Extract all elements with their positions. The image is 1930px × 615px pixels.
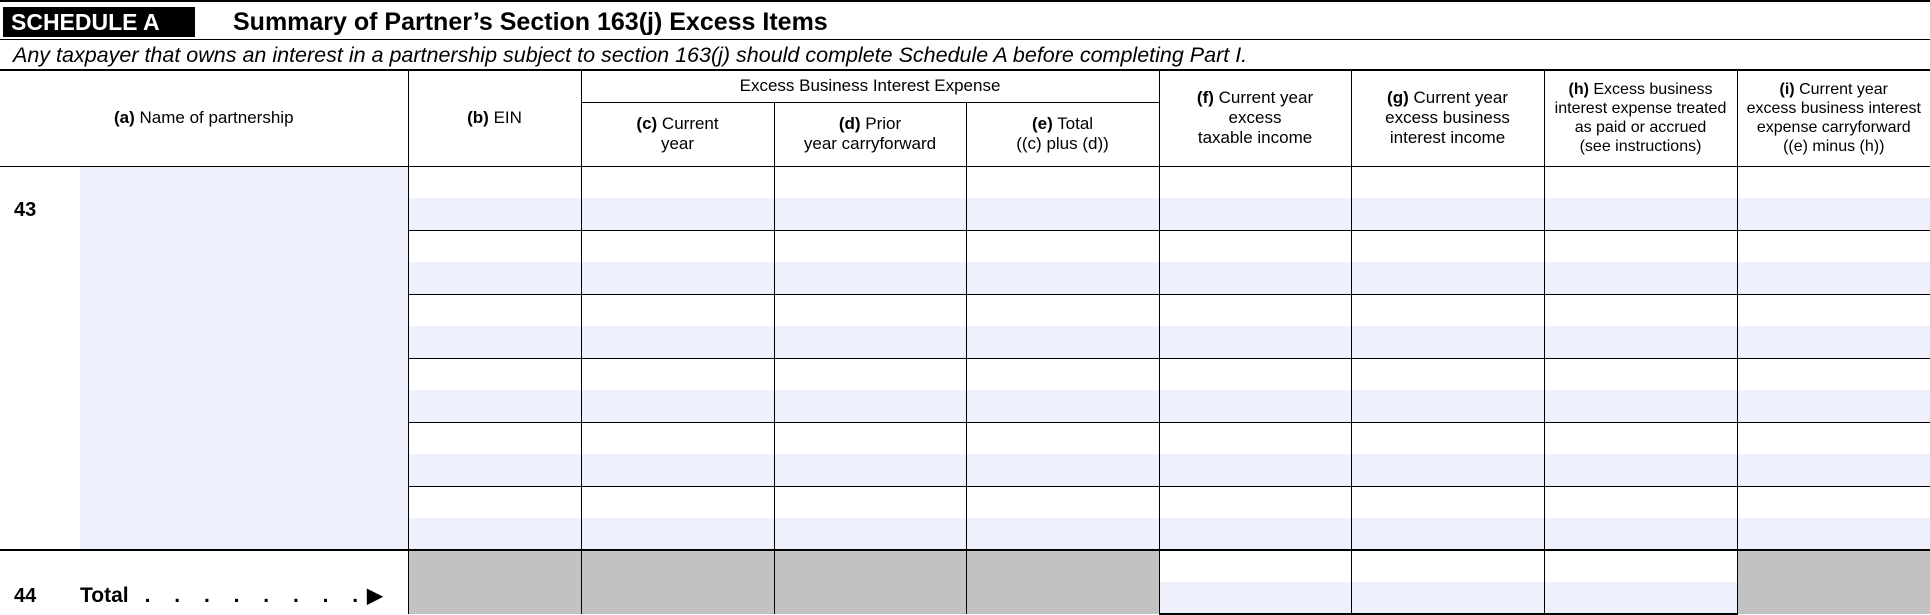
col-c-field[interactable]	[581, 486, 774, 518]
col-e-field[interactable]	[966, 166, 1159, 198]
col-e-header: (e) Total ((c) plus (d))	[966, 102, 1159, 166]
schedule-title: Summary of Partner’s Section 163(j) Excess Items	[233, 8, 828, 36]
ein-field[interactable]	[408, 422, 581, 454]
col-f-field[interactable]	[1159, 390, 1351, 422]
col-h-field[interactable]	[1544, 518, 1737, 550]
partnership-name-field[interactable]	[80, 486, 408, 550]
col-f-field[interactable]	[1159, 326, 1351, 358]
col-c-field[interactable]	[581, 422, 774, 454]
col-d-field[interactable]	[774, 358, 966, 390]
col-g-field[interactable]	[1351, 326, 1544, 358]
schedule-badge: SCHEDULE A	[3, 7, 195, 37]
col-e-field[interactable]	[966, 518, 1159, 550]
entry-row	[0, 166, 1930, 198]
col-d-field[interactable]	[774, 326, 966, 358]
col-g-field[interactable]	[1351, 486, 1544, 518]
col-h-field[interactable]	[1544, 358, 1737, 390]
col-d-field[interactable]	[774, 422, 966, 454]
col-d-field[interactable]	[774, 166, 966, 198]
total-c-shaded	[581, 550, 774, 614]
total-i-shaded	[1737, 550, 1930, 614]
total-b-shaded	[408, 550, 581, 614]
total-h-field[interactable]	[1544, 550, 1737, 582]
col-g-header: (g) Current year excess business interest income	[1351, 70, 1544, 166]
total-g-field[interactable]	[1351, 550, 1544, 582]
col-i-field[interactable]	[1737, 518, 1930, 550]
col-h-field[interactable]	[1544, 294, 1737, 326]
col-h-field[interactable]	[1544, 422, 1737, 454]
col-d-field[interactable]	[774, 198, 966, 230]
col-h-header: (h) Excess business interest expense treated as paid or accrued (see instructions)	[1544, 70, 1737, 166]
excess-interest-group-header: Excess Business Interest Expense	[581, 70, 1159, 102]
total-label: Total . . . . . . . .▶	[80, 550, 408, 614]
col-e-field[interactable]	[966, 198, 1159, 230]
col-g-field[interactable]	[1351, 390, 1544, 422]
partnership-name-field[interactable]	[80, 294, 408, 358]
entry-row	[0, 358, 1930, 390]
arrow-icon: ▶	[367, 585, 383, 607]
col-e-field[interactable]	[966, 230, 1159, 262]
col-c-field[interactable]	[581, 326, 774, 358]
col-e-field[interactable]	[966, 486, 1159, 518]
line-43-number: 43	[14, 198, 37, 221]
col-i-field[interactable]	[1737, 230, 1930, 262]
col-d-field[interactable]	[774, 230, 966, 262]
col-h-field[interactable]	[1544, 262, 1737, 294]
col-g-field[interactable]	[1351, 166, 1544, 198]
schedule-header	[0, 0, 1930, 40]
col-f-field[interactable]	[1159, 454, 1351, 486]
col-i-field[interactable]	[1737, 454, 1930, 486]
col-g-field[interactable]	[1351, 518, 1544, 550]
col-g-field[interactable]	[1351, 422, 1544, 454]
col-h-field[interactable]	[1544, 326, 1737, 358]
partnership-name-field[interactable]	[80, 166, 408, 230]
line-44-row-top	[0, 550, 1930, 582]
col-i-field[interactable]	[1737, 262, 1930, 294]
col-d-field[interactable]	[774, 454, 966, 486]
col-c-field[interactable]	[581, 294, 774, 326]
col-i-field[interactable]	[1737, 198, 1930, 230]
entry-row	[0, 230, 1930, 262]
col-d-field[interactable]	[774, 486, 966, 518]
col-i-field[interactable]	[1737, 422, 1930, 454]
col-c-field[interactable]	[581, 358, 774, 390]
total-h-field-2[interactable]	[1544, 582, 1737, 614]
col-c-header: (c) Current year	[581, 102, 774, 166]
ein-field[interactable]	[408, 230, 581, 262]
partnership-name-field[interactable]	[80, 358, 408, 422]
col-e-field[interactable]	[966, 326, 1159, 358]
col-c-field[interactable]	[581, 262, 774, 294]
ein-field[interactable]	[408, 454, 581, 486]
col-b-header: (b) EIN	[408, 70, 581, 166]
col-d-field[interactable]	[774, 294, 966, 326]
partnership-name-field[interactable]	[80, 422, 408, 486]
col-d-header: (d) Prior year carryforward	[774, 102, 966, 166]
total-g-field-2[interactable]	[1351, 582, 1544, 614]
total-d-shaded	[774, 550, 966, 614]
col-f-field[interactable]	[1159, 198, 1351, 230]
entry-row	[0, 294, 1930, 326]
col-g-field[interactable]	[1351, 358, 1544, 390]
col-f-header: (f) Current year excess taxable income	[1159, 70, 1351, 166]
schedule-a-table	[0, 69, 1930, 615]
total-f-field[interactable]	[1159, 550, 1351, 582]
total-e-shaded	[966, 550, 1159, 614]
col-f-field[interactable]	[1159, 422, 1351, 454]
col-i-field[interactable]	[1737, 390, 1930, 422]
col-f-field[interactable]	[1159, 518, 1351, 550]
schedule-instruction: Any taxpayer that owns an interest in a partnership subject to section 163(j) should complete Schedule A before completing Part I.	[13, 43, 1248, 67]
col-i-field[interactable]	[1737, 358, 1930, 390]
col-i-field[interactable]	[1737, 294, 1930, 326]
ein-field[interactable]	[408, 294, 581, 326]
col-c-field[interactable]	[581, 390, 774, 422]
col-h-field[interactable]	[1544, 230, 1737, 262]
line-44-number: 44	[0, 550, 80, 614]
ein-field[interactable]	[408, 518, 581, 550]
col-g-field[interactable]	[1351, 262, 1544, 294]
col-d-field[interactable]	[774, 262, 966, 294]
col-c-field[interactable]	[581, 518, 774, 550]
ein-field[interactable]	[408, 486, 581, 518]
entry-row	[0, 422, 1930, 454]
col-e-field[interactable]	[966, 422, 1159, 454]
col-g-field[interactable]	[1351, 294, 1544, 326]
col-c-field[interactable]	[581, 198, 774, 230]
col-g-field[interactable]	[1351, 230, 1544, 262]
col-d-field[interactable]	[774, 390, 966, 422]
col-a-header: (a) Name of partnership	[0, 70, 408, 166]
col-e-field[interactable]	[966, 294, 1159, 326]
col-f-field[interactable]	[1159, 262, 1351, 294]
col-e-field[interactable]	[966, 390, 1159, 422]
ein-field[interactable]	[408, 198, 581, 230]
col-h-field[interactable]	[1544, 166, 1737, 198]
ein-field[interactable]	[408, 390, 581, 422]
col-f-field[interactable]	[1159, 358, 1351, 390]
col-f-field[interactable]	[1159, 486, 1351, 518]
col-c-field[interactable]	[581, 166, 774, 198]
col-f-field[interactable]	[1159, 166, 1351, 198]
col-g-field[interactable]	[1351, 198, 1544, 230]
col-g-field[interactable]	[1351, 454, 1544, 486]
col-d-field[interactable]	[774, 518, 966, 550]
col-f-field[interactable]	[1159, 294, 1351, 326]
col-e-field[interactable]	[966, 358, 1159, 390]
ein-field[interactable]	[408, 326, 581, 358]
col-e-field[interactable]	[966, 262, 1159, 294]
ein-field[interactable]	[408, 358, 581, 390]
col-i-field[interactable]	[1737, 166, 1930, 198]
partnership-name-field[interactable]	[80, 230, 408, 294]
entry-row	[0, 486, 1930, 518]
col-e-field[interactable]	[966, 454, 1159, 486]
col-h-field[interactable]	[1544, 486, 1737, 518]
col-i-header: (i) Current year excess business interest expense carryforward ((e) minus (h))	[1737, 70, 1930, 166]
ein-field[interactable]	[408, 262, 581, 294]
col-h-field[interactable]	[1544, 390, 1737, 422]
total-f-field-2[interactable]	[1159, 582, 1351, 614]
line-43-rows	[0, 166, 1930, 550]
col-h-field[interactable]	[1544, 198, 1737, 230]
col-c-field[interactable]	[581, 230, 774, 262]
col-h-field[interactable]	[1544, 454, 1737, 486]
col-f-field[interactable]	[1159, 230, 1351, 262]
col-i-field[interactable]	[1737, 326, 1930, 358]
col-c-field[interactable]	[581, 454, 774, 486]
ein-field[interactable]	[408, 166, 581, 198]
col-i-field[interactable]	[1737, 486, 1930, 518]
